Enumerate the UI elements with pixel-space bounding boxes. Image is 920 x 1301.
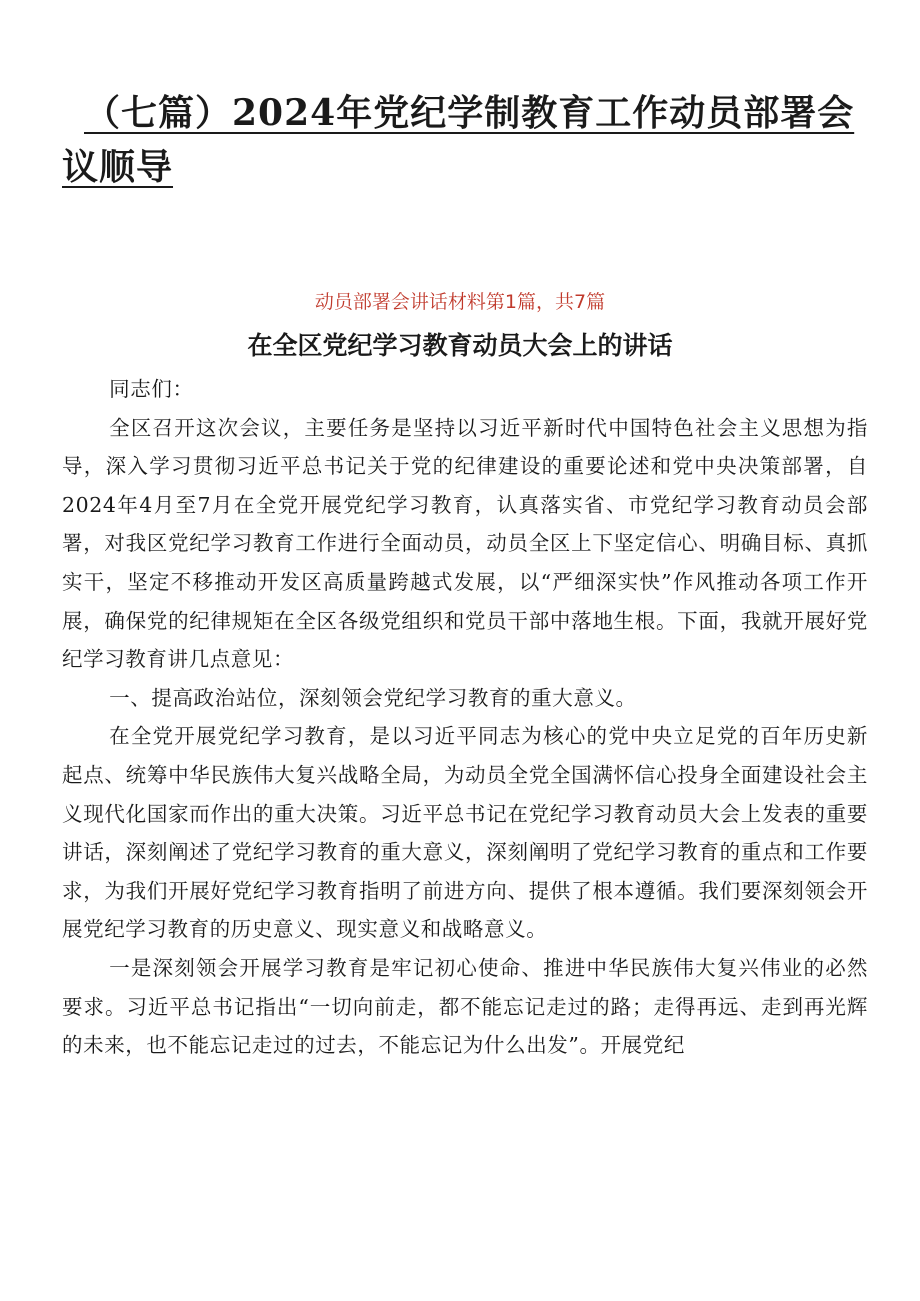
speech-title: 在全区党纪学习教育动员大会上的讲话 xyxy=(247,331,673,360)
document-title xyxy=(62,86,867,194)
section-label: 动员部署会讲话材料第1篇，共7篇 xyxy=(314,291,606,313)
paragraph: 一是深刻领会开展学习教育是牢记初心使命、推进中华民族伟大复兴伟业的必然要求。习近平总书记指出“一切向前走，都不能忘记走过的路；走得再远、走到再光辉的未来，也不能忘记走过的过去，不能忘记为什么出发”。开展党纪 xyxy=(62,955,868,1058)
document-title-text: （七篇）2024年党纪学制教育工作动员部署会议顺导 xyxy=(62,92,855,188)
salutation: 同志们： xyxy=(109,377,194,401)
section-heading: 一、提高政治站位，深刻领会党纪学习教育的重大意义。 xyxy=(109,685,637,710)
speech-body xyxy=(62,370,868,1065)
paragraph: 全区召开这次会议，主要任务是坚持以习近平新时代中国特色社会主义思想为指导，深入学习贯彻习近平总书记关于党的纪律建设的重要论述和党中央决策部署，自2024年4月至7月在全党开展党纪学习教育，认真落实省、市党纪学习教育动员会部署，对我区党纪学习教育工作进行全面动员，动员全区上下坚定信心、明确目标、真抓实干，坚定不移推动开发区高质量跨越式发展，以“严细深实快”作风推动各项工作开展，确保党的纪律规矩在全区各级党组织和党员干部中落地生根。下面，我就开展好党纪学习教育讲几点意见： xyxy=(62,415,868,672)
paragraph: 在全党开展党纪学习教育，是以习近平同志为核心的党中央立足党的百年历史新起点、统筹中华民族伟大复兴战略全局，为动员全党全国满怀信心投身全面建设社会主义现代化国家而作出的重大决策。习近平总书记在党纪学习教育动员大会上发表的重要讲话，深刻阐述了党纪学习教育的重大意义，深刻阐明了党纪学习教育的重点和工作要求，为我们开展好党纪学习教育指明了前进方向、提供了根本遵循。我们要深刻领会开展党纪学习教育的历史意义、现实意义和战略意义。 xyxy=(62,724,868,942)
